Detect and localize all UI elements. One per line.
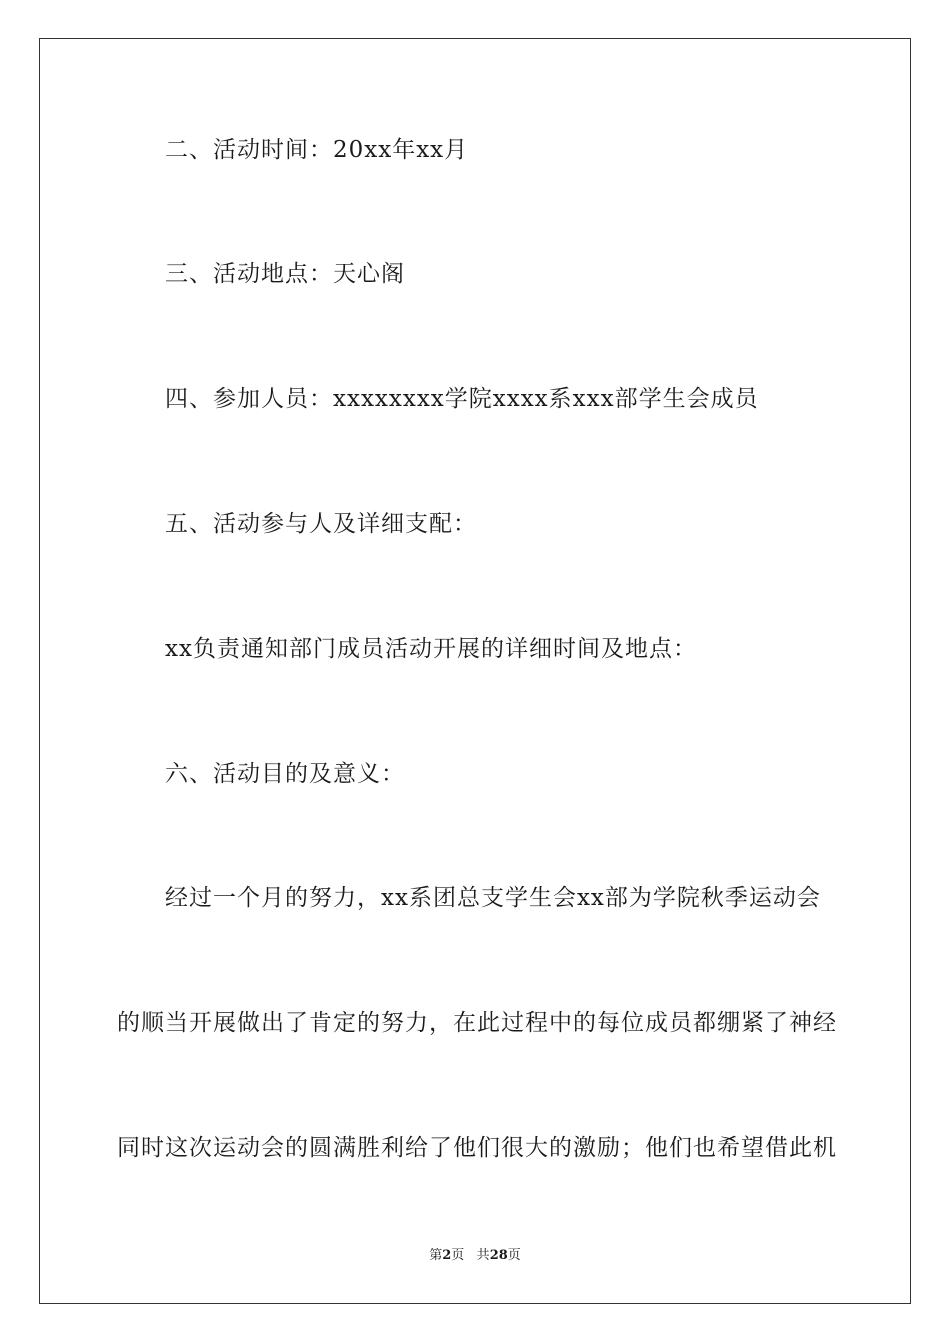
paragraph-activity-time: 二、活动时间：20xx年xx月 (165, 137, 469, 163)
paragraph-arrangement-heading: 五、活动参与人及详细支配： (165, 511, 477, 537)
paragraph-activity-location: 三、活动地点：天心阁 (165, 261, 405, 287)
page-frame (39, 38, 911, 1304)
footer-total-pages: 28 (489, 1248, 508, 1263)
paragraph-body-line-2: 的顺当开展做出了肯定的努力，在此过程中的每位成员都绷紧了神经 (117, 1010, 837, 1036)
footer-page-suffix: 页 (451, 1248, 465, 1263)
paragraph-purpose-heading: 六、活动目的及意义： (165, 761, 405, 787)
footer-total-prefix: 共 (476, 1248, 490, 1263)
paragraph-body-line-3: 同时这次运动会的圆满胜利给了他们很大的激励；他们也希望借此机 (117, 1135, 837, 1161)
footer-page-number: 2 (442, 1248, 452, 1263)
paragraph-participants: 四、参加人员：xxxxxxxx学院xxxx系xxx部学生会成员 (165, 386, 759, 412)
paragraph-body-line-1: 经过一个月的努力，xx系团总支学生会xx部为学院秋季运动会 (165, 885, 821, 911)
page-footer (0, 1247, 950, 1265)
footer-page-prefix: 第 (429, 1248, 443, 1263)
paragraph-notification: xx负责通知部门成员活动开展的详细时间及地点： (165, 636, 697, 662)
footer-total-suffix: 页 (507, 1248, 521, 1263)
